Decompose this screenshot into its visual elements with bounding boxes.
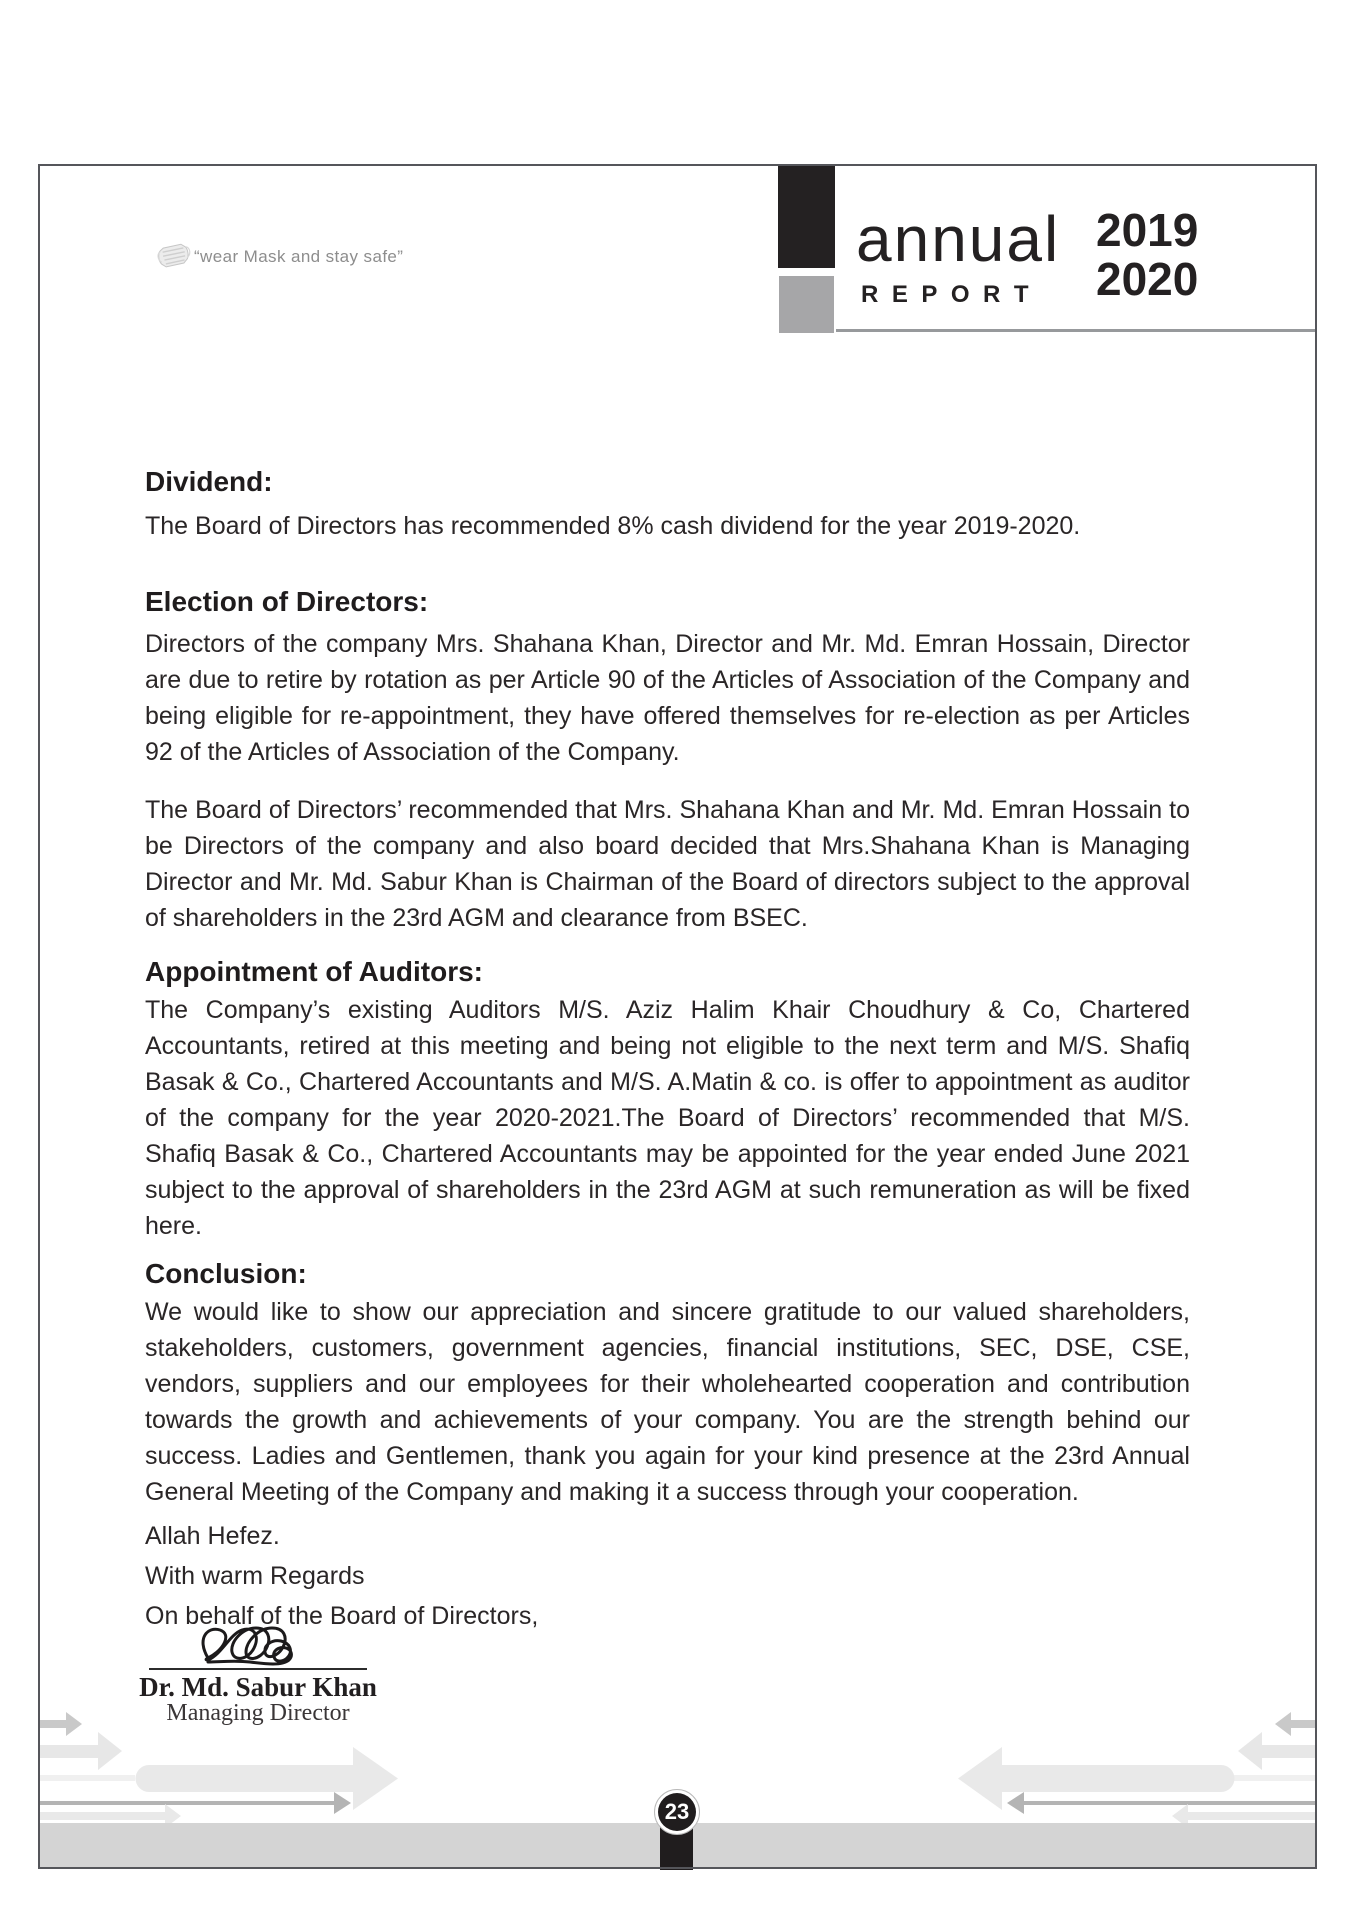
logo-year-bottom: 2020: [1096, 253, 1199, 305]
logo-gray-block: [779, 276, 834, 333]
closing-line-3: On behalf of the Board of Directors,: [145, 1602, 539, 1630]
paragraph-election-2: The Board of Directors’ recommended that Mrs. Shahana Khan and Mr. Md. Emran Hossain to be Directors of the company and also board decided that Mrs.Shahana Khan is Managing Director and Mr. Md. Sabur Khan is Chairman of the Board of directors subject to the approval of shareholders in the 23rd AGM and clearance from BSEC.: [145, 796, 1190, 932]
page-number: 23: [658, 1793, 696, 1831]
section-heading-auditors: Appointment of Auditors:: [145, 956, 484, 987]
arrow-left-icon: [958, 1747, 1235, 1810]
arrow-left-icon: [1238, 1732, 1315, 1770]
closing-line-2: With warm Regards: [145, 1562, 365, 1590]
arrow-right-icon: [40, 1792, 351, 1814]
logo-years: [1096, 206, 1198, 304]
paragraph-auditors: The Company’s existing Auditors M/S. Aziz Halim Khair Choudhury & Co, Chartered Accountants, retired at this meeting and being not eligible to the next term and M/S. Shafiq Basak & Co., Chartered Accountants and M/S. A.Matin & co. is offer to appointment as auditor of the company for the year 2020-2021.The Board of Directors’ recommended that M/S. Shafiq Basak & Co., Chartered Accountants may be appointed for the year ended June 2021 subject to the approval of shareholders in the 23rd AGM at such remuneration as will be fixed here.: [145, 996, 1190, 1240]
signature-block: [118, 1624, 398, 1725]
logo-black-block: [778, 166, 835, 268]
arrow-left-icon: [1275, 1712, 1315, 1736]
logo-report-text: REPORT: [861, 281, 1043, 308]
signature-scribble-icon: [178, 1624, 338, 1666]
mask-note-text: “wear Mask and stay safe”: [194, 247, 404, 266]
paragraph-conclusion: We would like to show our appreciation and sincere gratitude to our valued shareholders, stakeholders, customers, government agencies, financial institutions, SEC, DSE, CSE, vendors, suppliers and our employees for their wholehearted cooperation and contribution towards the growth and achievements of your company. You are the strength behind our success. Ladies and Gentlemen, thank you again for your kind presence at the 23rd Annual General Meeting of the Company and making it a success through your cooperation.: [145, 1298, 1190, 1506]
arrow-left-icon: [1007, 1792, 1315, 1814]
signatory-name: Dr. Md. Sabur Khan: [139, 1672, 377, 1702]
signatory-title: Managing Director: [166, 1700, 350, 1726]
section-heading-conclusion: Conclusion:: [145, 1258, 307, 1289]
paragraph-dividend: The Board of Directors has recommended 8% cash dividend for the year 2019-2020.: [145, 512, 1081, 540]
letter-body: [145, 464, 1190, 1634]
arrow-right-icon: [40, 1775, 135, 1781]
face-mask-icon: [156, 238, 193, 271]
arrow-left-icon: [1222, 1775, 1315, 1781]
logo-annual-text: annual: [856, 203, 1061, 275]
signature-rule: [149, 1668, 367, 1670]
section-heading-election: Election of Directors:: [145, 586, 429, 617]
logo-year-top: 2019: [1096, 204, 1199, 256]
paragraph-election-1: Directors of the company Mrs. Shahana Khan, Director and Mr. Md. Emran Hossain, Director are due to retire by rotation as per Article 90 of the Articles of Association of the Company and being eligible for re-appointment, they have offered themselves for re-election as per Articles 92 of the Articles of Association of the Company.: [145, 630, 1190, 766]
page-number-badge: [654, 1789, 700, 1835]
closing-line-1: Allah Hefez.: [145, 1522, 280, 1550]
logo-underline: [836, 329, 1317, 332]
arrow-right-icon: [136, 1747, 399, 1810]
arrow-right-icon: [40, 1712, 82, 1736]
arrow-right-icon: [40, 1732, 122, 1770]
section-heading-dividend: Dividend:: [145, 466, 273, 497]
